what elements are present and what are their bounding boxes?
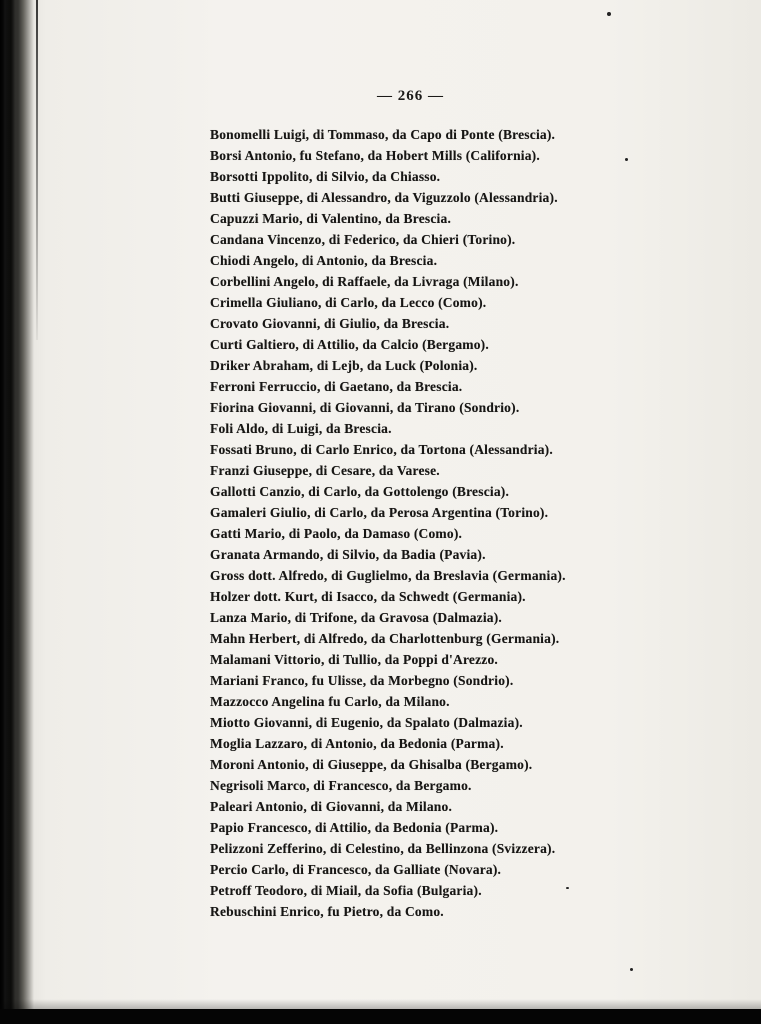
list-entry: Lanza Mario, di Trifone, da Gravosa (Dalmazia). [210,610,503,625]
list-entry: Borsotti Ippolito, di Silvio, da Chiasso. [210,169,441,184]
list-entry: Moroni Antonio, di Giuseppe, da Ghisalba (Bergamo). [210,757,533,772]
entry-list [210,124,640,922]
list-entry: Gatti Mario, di Paolo, da Damaso (Como). [210,526,463,541]
list-entry: Moglia Lazzaro, di Antonio, da Bedonia (Parma). [210,736,504,751]
binding-shadow [0,0,34,1024]
list-entry: Crimella Giuliano, di Carlo, da Lecco (Como). [210,295,487,310]
list-entry: Malamani Vittorio, di Tullio, da Poppi d'Arezzo. [210,652,499,667]
scan-shadow-fade [0,999,761,1009]
list-entry: Bonomelli Luigi, di Tommaso, da Capo di Ponte (Brescia). [210,127,556,142]
list-entry: Ferroni Ferruccio, di Gaetano, da Brescia. [210,379,463,394]
list-entry: Paleari Antonio, di Giovanni, da Milano. [210,799,453,814]
list-entry: Holzer dott. Kurt, di Isacco, da Schwedt (Germania). [210,589,526,604]
list-entry: Percio Carlo, di Francesco, da Galliate (Novara). [210,862,502,877]
list-entry: Foli Aldo, di Luigi, da Brescia. [210,421,392,436]
list-entry: Corbellini Angelo, di Raffaele, da Livraga (Milano). [210,274,519,289]
list-entry: Butti Giuseppe, di Alessandro, da Viguzzolo (Alessandria). [210,190,558,205]
binding-edge-line [36,0,38,340]
list-entry: Mazzocco Angelina fu Carlo, da Milano. [210,694,450,709]
scan-artifact [607,12,611,16]
list-entry: Crovato Giovanni, di Giulio, da Brescia. [210,316,450,331]
list-entry: Rebuschini Enrico, fu Pietro, da Como. [210,904,444,919]
list-entry: Petroff Teodoro, di Miail, da Sofia (Bulgaria). [210,883,482,898]
list-entry: Gross dott. Alfredo, di Guglielmo, da Breslavia (Germania). [210,568,566,583]
list-entry: Gallotti Canzio, di Carlo, da Gottolengo (Brescia). [210,484,510,499]
list-entry: Curti Galtiero, di Attilio, da Calcio (Bergamo). [210,337,489,352]
scan-artifact [630,968,633,971]
list-entry: Mariani Franco, fu Ulisse, da Morbegno (Sondrio). [210,673,514,688]
list-entry: Borsi Antonio, fu Stefano, da Hobert Mills (California). [210,148,540,163]
list-entry: Mahn Herbert, di Alfredo, da Charlottenburg (Germania). [210,631,560,646]
list-entry: Driker Abraham, di Lejb, da Luck (Polonia). [210,358,478,373]
list-entry: Franzi Giuseppe, di Cesare, da Varese. [210,463,440,478]
list-entry: Fiorina Giovanni, di Giovanni, da Tirano (Sondrio). [210,400,520,415]
list-entry: Fossati Bruno, di Carlo Enrico, da Tortona (Alessandria). [210,442,553,457]
list-entry: Negrisoli Marco, di Francesco, da Bergamo. [210,778,472,793]
page-number: — 266 — [377,88,444,104]
scanner-bottom-bar [0,1009,761,1024]
list-entry: Candana Vincenzo, di Federico, da Chieri (Torino). [210,232,516,247]
list-entry: Papio Francesco, di Attilio, da Bedonia (Parma). [210,820,499,835]
list-entry: Capuzzi Mario, di Valentino, da Brescia. [210,211,452,226]
list-entry: Miotto Giovanni, di Eugenio, da Spalato (Dalmazia). [210,715,523,730]
list-entry: Granata Armando, di Silvio, da Badia (Pavia). [210,547,486,562]
list-entry: Chiodi Angelo, di Antonio, da Brescia. [210,253,438,268]
list-entry: Gamaleri Giulio, di Carlo, da Perosa Argentina (Torino). [210,505,549,520]
list-entry: Pelizzoni Zefferino, di Celestino, da Bellinzona (Svizzera). [210,841,556,856]
